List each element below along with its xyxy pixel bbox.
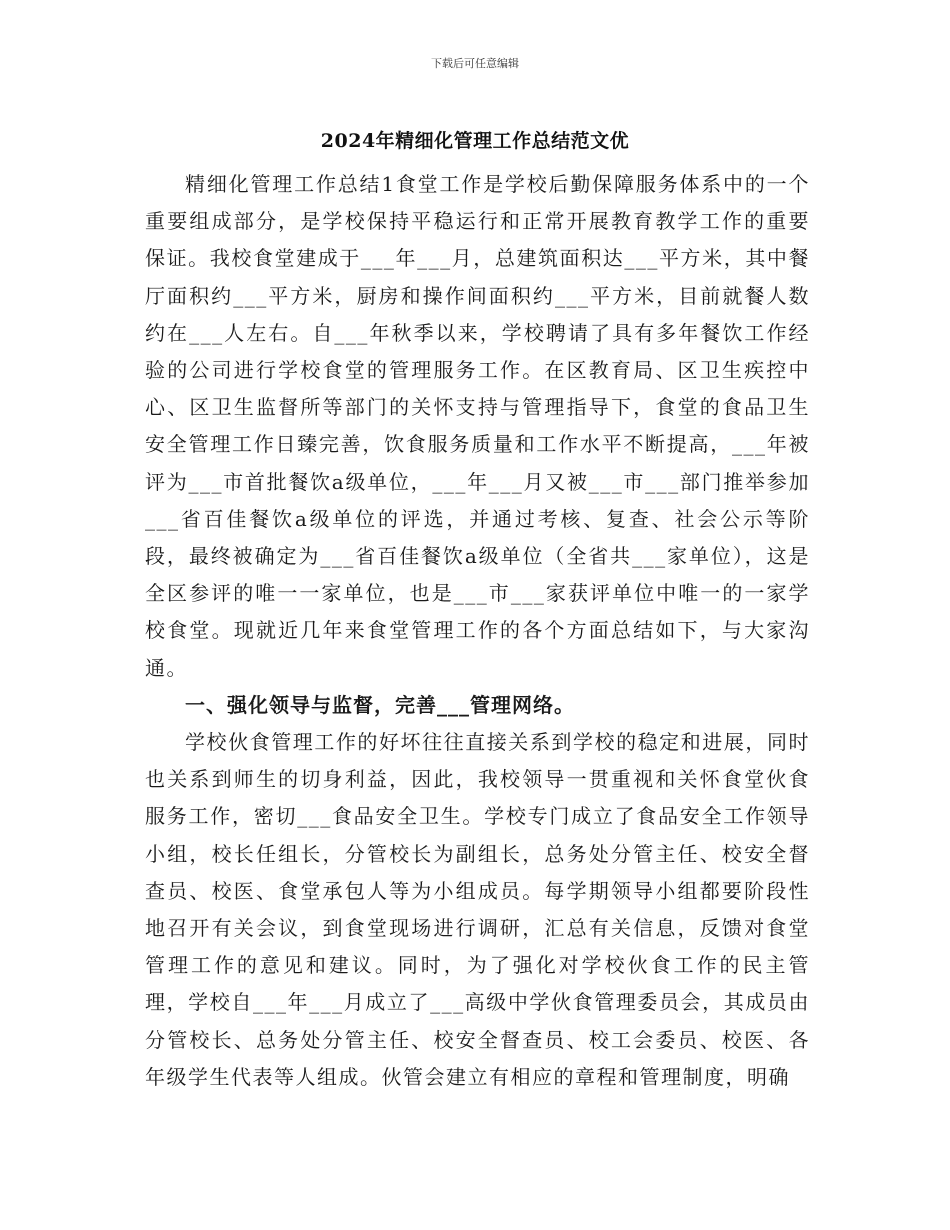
document-body <box>145 166 810 1096</box>
header-note: 下载后可任意编辑 <box>431 57 519 70</box>
document-title: 2024年精细化管理工作总结范文优 <box>320 130 630 152</box>
section-heading: 一、强化领导与监督，完善___管理网络。 <box>185 692 575 717</box>
body-paragraph: 精细化管理工作总结1食堂工作是学校后勤保障服务体系中的一个重要组成部分，是学校保持平稳运行和正常开展教育教学工作的重要保证。我校食堂建成于___年___月，总建筑面积达___平方米，其中餐厅面积约___平方米，厨房和操作间面积约___平方米，目前就餐人数约在___人左右。自___年秋季以来，学校聘请了具有多年餐饮工作经验的公司进行学校食堂的管理服务工作。在区教育局、区卫生疾控中心、区卫生监督所等部门的关怀支持与管理指导下，食堂的食品卫生安全管理工作日臻完善，饮食服务质量和工作水平不断提高，___年被评为___市首批餐饮a级单位，___年___月又被___市___部门推举参加___省百佳餐饮a级单位的评选，并通过考核、复查、社会公示等阶段，最终被确定为___省百佳餐饮a级单位（全省共___家单位），这是全区参评的唯一一家单位，也是___市___家获评单位中唯一的一家学校食堂。现就近几年来食堂管理工作的各个方面总结如下，与大家沟通。 <box>145 172 810 680</box>
body-paragraph: 学校伙食管理工作的好坏往往直接关系到学校的稳定和进展，同时也关系到师生的切身利益，因此，我校领导一贯重视和关怀食堂伙食服务工作，密切___食品安全卫生。学校专门成立了食品安全工作领导小组，校长任组长，分管校长为副组长，总务处分管主任、校安全督查员、校医、食堂承包人等为小组成员。每学期领导小组都要阶段性地召开有关会议，到食堂现场进行调研，汇总有关信息，反馈对食堂管理工作的意见和建议。同时，为了强化对学校伙食工作的民主管理，学校自___年___月成立了___高级中学伙食管理委员会，其成员由分管校长、总务处分管主任、校安全督查员、校工会委员、校医、各年级学生代表等人组成。伙管会建立有相应的章程和管理制度，明确 <box>145 730 810 1089</box>
